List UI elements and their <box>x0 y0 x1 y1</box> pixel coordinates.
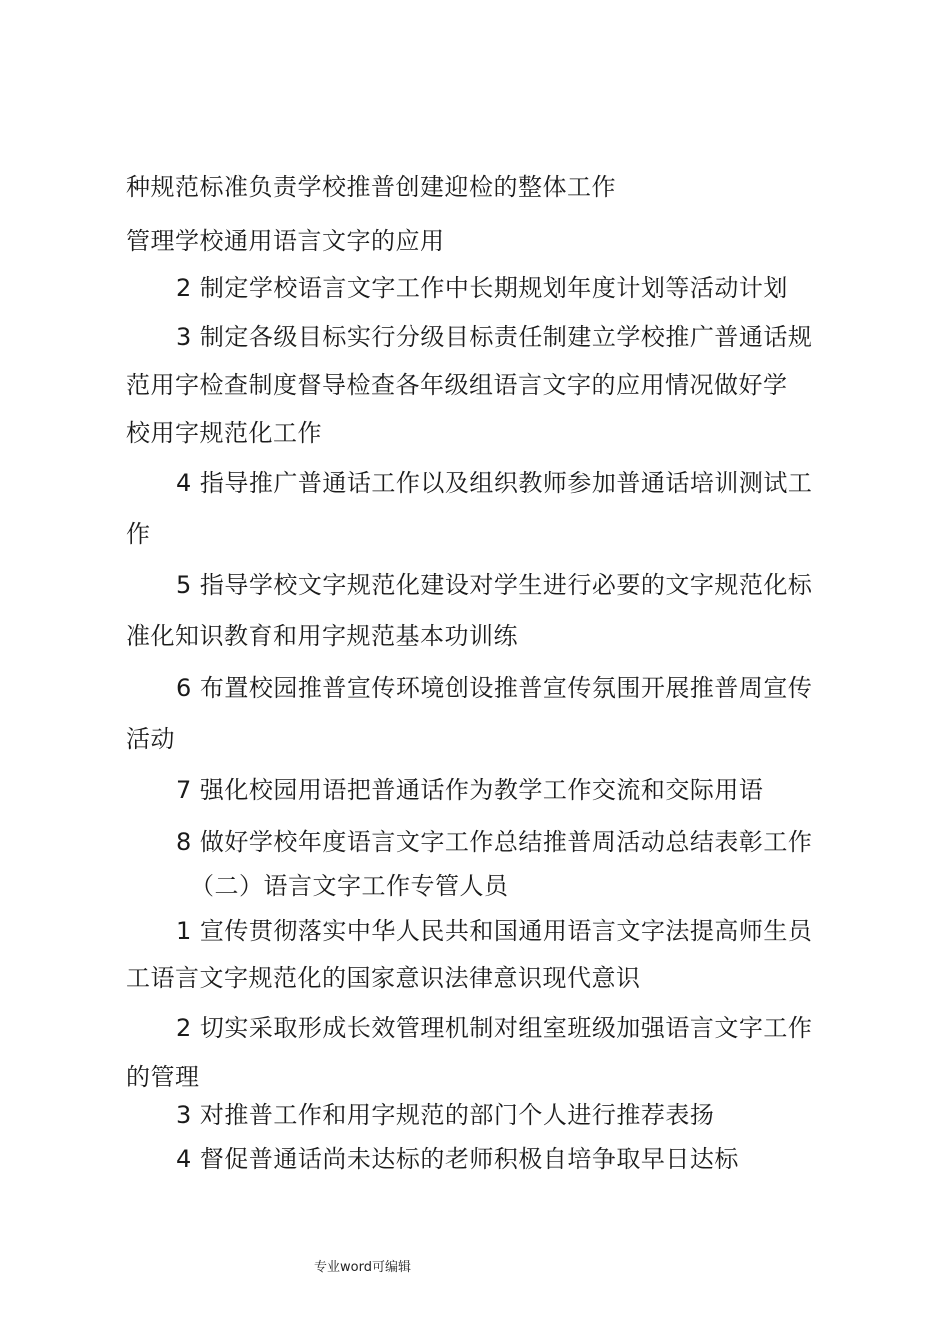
text-line: 校用字规范化工作 <box>126 419 322 447</box>
list-item: 2 切实采取形成长效管理机制对组室班级加强语言文字工作 <box>176 1014 813 1042</box>
list-item: 7 强化校园用语把普通话作为教学工作交流和交际用语 <box>176 776 764 804</box>
list-item: 2 制定学校语言文字工作中长期规划年度计划等活动计划 <box>176 274 788 302</box>
text-line: 范用字检查制度督导检查各年级组语言文字的应用情况做好学 <box>126 371 788 399</box>
text-line: 活动 <box>126 725 175 753</box>
list-item: 1 宣传贯彻落实中华人民共和国通用语言文字法提高师生员 <box>176 917 813 945</box>
text-line: 管理学校通用语言文字的应用 <box>126 227 445 255</box>
list-item: 8 做好学校年度语言文字工作总结推普周活动总结表彰工作 <box>176 828 813 856</box>
list-item: 3 对推普工作和用字规范的部门个人进行推荐表扬 <box>176 1101 715 1129</box>
list-item: 5 指导学校文字规范化建设对学生进行必要的文字规范化标 <box>176 571 813 599</box>
text-line: 的管理 <box>126 1063 200 1091</box>
section-heading: （二）语言文字工作专管人员 <box>190 872 509 900</box>
footer-note: 专业word可编辑 <box>314 1260 411 1275</box>
list-item: 4 指导推广普通话工作以及组织教师参加普通话培训测试工 <box>176 469 813 497</box>
text-line: 种规范标准负责学校推普创建迎检的整体工作 <box>126 173 616 201</box>
text-line: 准化知识教育和用字规范基本功训练 <box>126 622 518 650</box>
list-item: 4 督促普通话尚未达标的老师积极自培争取早日达标 <box>176 1145 739 1173</box>
text-line: 作 <box>126 520 151 548</box>
list-item: 6 布置校园推普宣传环境创设推普宣传氛围开展推普周宣传 <box>176 674 813 702</box>
text-line: 工语言文字规范化的国家意识法律意识现代意识 <box>126 964 641 992</box>
list-item: 3 制定各级目标实行分级目标责任制建立学校推广普通话规 <box>176 323 813 351</box>
